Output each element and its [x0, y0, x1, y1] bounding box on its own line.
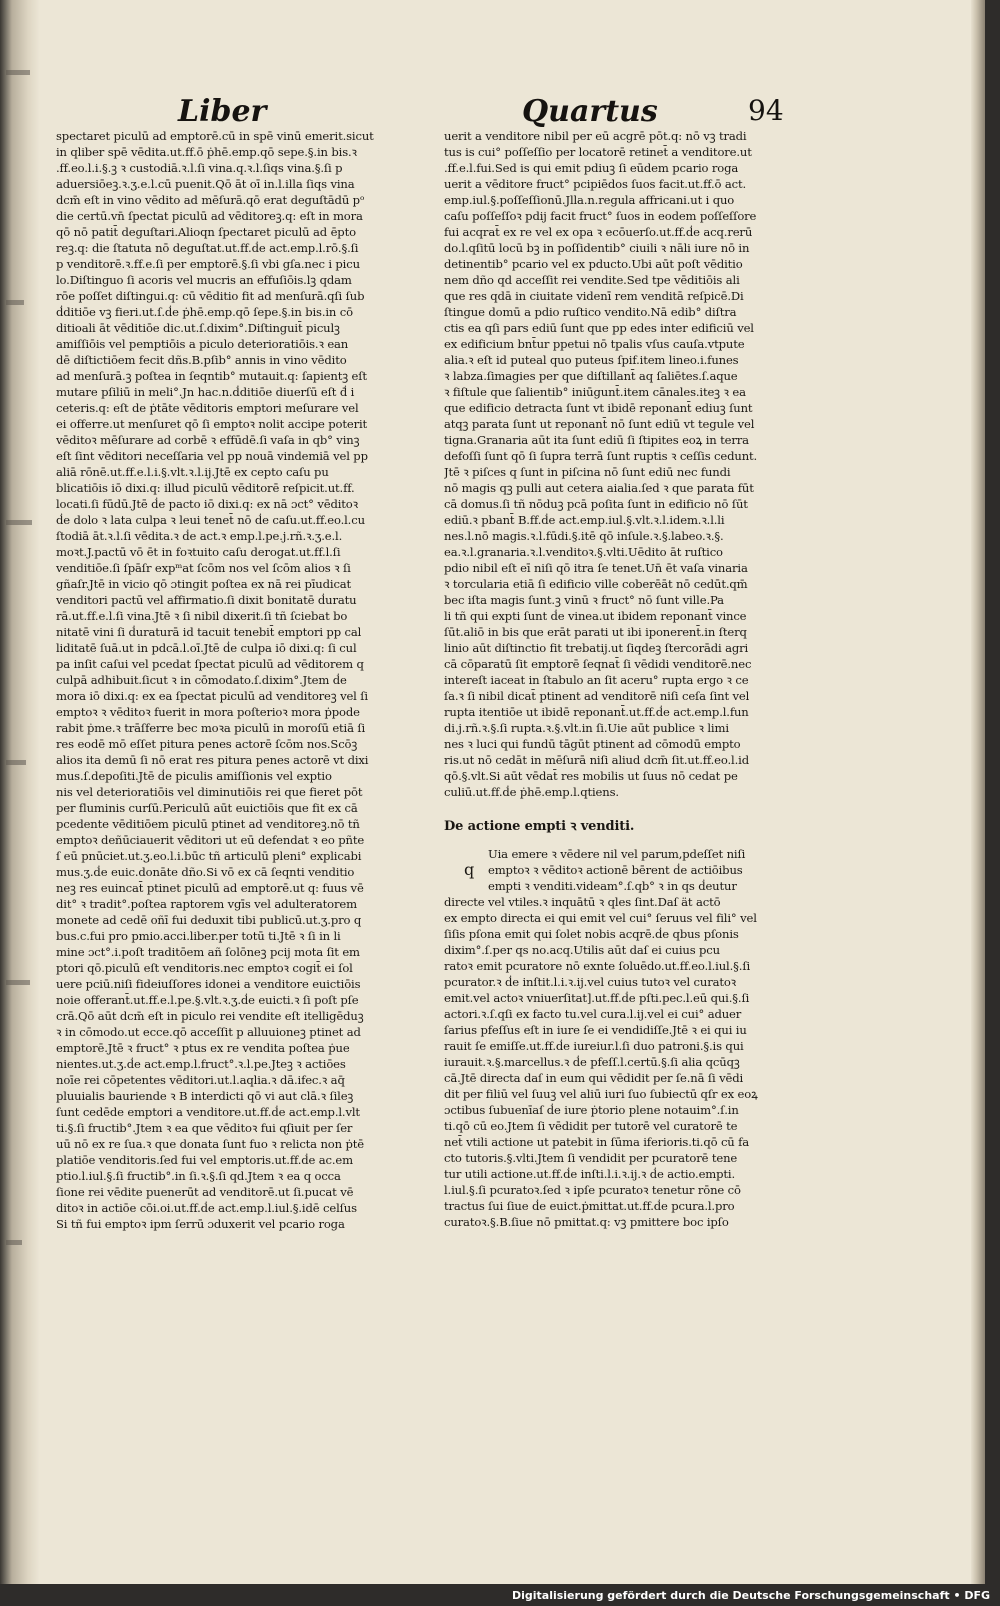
text-line: dē diſtictiōem fecit dñs.B.pſib° annis in vino vēdito: [56, 353, 347, 367]
text-line: l.iul.§.ſi pcuratoꝛ.ſed ꝛ ipſe pcuratoꝛ tenetur rōne cō: [444, 1183, 741, 1197]
text-line: mine ɔct°.i.poſt traditōem añ ſolōneꝫ pcij mota ſit em: [56, 945, 360, 959]
text-line: ꝛ fiſtule que ſalientib° iniūgunt̄.item cānales.iteꝫ ꝛ ea: [444, 385, 746, 399]
text-line: cā domus.ſi tñ nōduꝫ pcā poſita ſunt in edificio nō ſūt: [444, 497, 748, 511]
text-line: linio aūt diſtinctio fit trebatij.ut ſiqdeꝫ ſtercorādi agri: [444, 641, 749, 655]
text-line: noie offerant̄.ut.ff.e.l.pe.§.vlt.ꝛ.ʒ.ḋe euicti.ꝛ ſi poſt pſe: [56, 993, 359, 1007]
text-line: uerit a venditore nibil per eū acgrē pōt.q: nō vꝫ tradi: [444, 129, 747, 143]
text-line: pdio nibil eſt eī niſi qō itra ſe tenet.Un̄ ēt vaſa vinaria: [444, 561, 748, 575]
text-line: ſtodiā āt.ꝛ.l.ſi vēdita.ꝛ ḋe act.ꝛ emp.l.pe.j.rñ.ꝛ.ʒ.e.l.: [56, 529, 343, 543]
text-line: rauit ſe emiſſe.ut.ff.ḋe iureiur.l.ſi duo patroni.§.is qui: [444, 1039, 744, 1053]
text-line: liditatē ſuā.ut in pdcā.l.oī.Jtē ḋe culpa iō dixi.q: ſi cul: [56, 641, 357, 655]
text-line: .ff.e.l.fui.Sed is qui emit pdiuꝫ ſi eūdem pcario roga: [444, 161, 739, 175]
text-line: nō magis qꝫ pulli aut cetera aialia.ſed ꝛ que parata fūt: [444, 481, 754, 495]
bleed-line: [6, 1240, 22, 1245]
text-line: ḋditiōe vꝫ fieri.ut.ſ.ḋe ṗhē.emp.qō ſepe.§.in bis.in cō: [56, 305, 353, 319]
text-line: atqꝫ parata ſunt ut reponant̄ nō ſunt ediū vt tegule vel: [444, 417, 755, 431]
text-line: per fluminis curſū.Periculū aūt euictiōis que fit ex cā: [56, 801, 358, 815]
text-line: pcurator.ꝛ ḋe inſtit.l.i.ꝛ.ij.vel cuius tutoꝛ vel curatoꝛ: [444, 975, 737, 989]
text-line: dit per filiū vel ſuuꝫ vel aliū iuri ſuo ſubiectū qſr ex eoꝝ: [444, 1087, 758, 1101]
page-number: 94: [748, 94, 784, 127]
text-line: in qliber spē vēdita.ut.ff.ō ṗhē.emp.qō sepe.§.in bis.ꝛ: [56, 145, 357, 159]
text-line: ꝛ in cōmodo.ut ecce.qō acceſſit p alluuioneꝫ ptinet ad: [56, 1025, 361, 1039]
text-line: gñaſr.Jtē in vicio qō ɔtingit poſtea ex nā rei pīudicat: [56, 577, 352, 591]
text-line: res eodē mō eſſet pitura penes actorē ſcōm nos.Scōꝫ: [56, 737, 358, 751]
text-line: rupta itentiōe ut ibidē reponant̄.ut.ff.ḋe act.emp.l.fun: [444, 705, 749, 719]
text-line: ꝛ labza.ſimagies per que diſtillant̄ aq ſaliētes.ſ.aque: [444, 369, 738, 383]
text-line: amiſſiōis vel pemptiōis a piculo deterioratiōis.ꝛ ean: [56, 337, 349, 351]
text-line: ꝛ torcularia etiā ſi edificio ville coberēāt nō cedūt.qm̄: [444, 577, 748, 591]
text-line: aliā rōnē.ut.ff.e.l.i.§.vlt.ꝛ.l.ij.Jtē ex cepto caſu pu: [56, 465, 329, 479]
text-line: qō.§.vlt.Si aūt vēdat̄ res mobilis ut ſuus nō cedat pe: [444, 769, 738, 783]
bleed-line: [6, 980, 30, 985]
text-line: ediū.ꝛ pbant̄ B.ff.ḋe act.emp.iul.§.vlt.ꝛ.l.idem.ꝛ.l.li: [444, 513, 725, 527]
text-line: ſūt.aliō in bis que erāt parati ut ibi iponerent̄.in ſterq: [444, 625, 747, 639]
text-line: ctis ea qſi pars ediū ſunt que pp edes inter edificiū vel: [444, 321, 754, 335]
text-line: crā.Qō aūt dcm̄ eſt in piculo rei vendite eſt itelligēduꝫ: [56, 1009, 364, 1023]
text-line: emptoꝛ ꝛ vēditoꝛ actionē bērent ḋe actiōibus: [488, 863, 743, 877]
text-line: tur utili actione.ut.ff.ḋe inſti.l.i.ꝛ.ij.ꝛ ḋe actio.empti.: [444, 1167, 736, 1181]
text-line: ptori qō.piculū eſt venditoris.nec emptoꝛ cogit̄ ei ſol: [56, 961, 353, 975]
text-line: ad menſurā.ꝫ poſtea in ſeqntib° mutauit.q: ſapientꝫ eſt: [56, 369, 367, 383]
text-line: iurauit.ꝛ.§.marcellus.ꝛ ḋe pfeſſ.l.certū.§.ſi alia qcūqꝫ: [444, 1055, 740, 1069]
text-line: nientes.ut.ʒ.ḋe act.emp.l.fruct°.ꝛ.l.pe.Jteꝫ ꝛ actiōes: [56, 1057, 346, 1071]
text-line: emptoꝛ ꝛ vēditoꝛ fuerit in mora poſterioꝛ mora ṗpode: [56, 705, 360, 719]
text-line: die certū.vn̄ ſpectat piculū ad vēditoreꝫ.q: eſt in mora: [56, 209, 363, 223]
text-line: nitatē vini ſi ḋuraturā id tacuit tenebit̄ emptori pp cal: [56, 625, 362, 639]
right-text-column: [444, 128, 774, 1230]
text-line: di.j.rñ.ꝛ.§.ſi rupta.ꝛ.§.vlt.in ſi.Uie aūt publice ꝛ limi: [444, 721, 729, 735]
text-line: pcedente vēditiōem piculū ptinet ad venditoreꝫ.nō tñ: [56, 817, 360, 831]
text-line: cto tutoris.§.vlti.Jtem ſi vendidit per pcuratorē tene: [444, 1151, 738, 1165]
text-line: ſione rei vēdite puenerūt ad venditorē.ut ſi.pucat vē: [56, 1185, 354, 1199]
text-line: ratoꝛ emit pcuratore nō exnte ſoluēdo.ut.ff.eo.l.iul.§.ſi: [444, 959, 751, 973]
text-line: ex edificium bnt̄ur ppetui nō tpalis vſus cauſa.vtpute: [444, 337, 745, 351]
right-column-second-block: [444, 846, 774, 1230]
text-line: .ff.eo.l.i.§.ꝫ ꝛ custodiā.ꝛ.l.ſi vina.q.ꝛ.l.ſiqs vina.§.ſi p: [56, 161, 343, 175]
footer-credit: Digitalisierung gefördert durch die Deutsche Forschungsgemeinschaft • DFG: [511, 1589, 990, 1602]
text-line: pluuialis bauriende ꝛ B interdicti qō vi aut clā.ꝛ ſileꝫ: [56, 1089, 354, 1103]
initial-letter: q: [464, 860, 475, 879]
text-line: mus.ſ.depoſiti.Jtē ḋe piculis amiſſionis vel exptio: [56, 769, 332, 783]
text-line: do.l.qſitū locū bꝫ in poſſidentib° ciuili ꝛ nāli iure nō in: [444, 241, 750, 255]
text-line: ſarius pfeſſus eſt in iure ſe ei vendidiſſe.Jtē ꝛ ei qui iu: [444, 1023, 747, 1037]
text-line: monete ad cedē oñī fui deduxit tibi publicū.ut.ʒ.pro q: [56, 913, 362, 927]
text-line: cā.Jtē directa daſ in eum qui vēdidit per ſe.nā ſi vēdi: [444, 1071, 744, 1085]
text-line: ditoꝛ in actiōe cōi.oi.ut.ff.ḋe act.emp.l.iul.§.idē celſus: [56, 1201, 357, 1215]
text-line: eſt ſint vēditori neceſſaria vel pp nouā vindemiā vel pp: [56, 449, 368, 463]
left-text-column: [56, 128, 374, 1232]
bleed-line: [6, 70, 30, 75]
text-line: ex empto directa ei qui emit vel cui° ſeruus vel fili° vel: [444, 911, 757, 925]
text-line: defoſſi ſunt qō ſi ſupra terrā ſunt ruptis ꝛ ceſſis cedunt.: [444, 449, 758, 463]
text-line: platiōe venditoris.ſed fui vel emptoris.ut.ff.ḋe ac.em: [56, 1153, 353, 1167]
text-line: ſiſis pſona emit qui ſolet nobis acqrē.ḋe qbus pſonis: [444, 927, 739, 941]
text-line: ſunt cedēde emptori a venditore.ut.ff.ḋe act.emp.l.vlt: [56, 1105, 360, 1119]
text-line: ceteris.q: eſt de ṗtāte vēditoris emptori meſurare vel: [56, 401, 359, 415]
text-line: vēditoꝛ mēſurare ad corbē ꝛ effūdē.ſi vaſa in qb° vinꝫ: [56, 433, 360, 447]
text-line: actori.ꝛ.ſ.qſi ex facto tu.vel cura.l.ij.vel ei cui° aduer: [444, 1007, 742, 1021]
text-line: li tñ qui expti ſunt ḋe vinea.ut ibidem reponant̄ vince: [444, 609, 747, 623]
text-line: qō nō patit̄ deguſtari.Alioqn ſpectaret piculū ad ēpto: [56, 225, 356, 239]
text-line: intereſt iaceat in ſtabulo an ſit aceru° rupta ergo ꝛ ce: [444, 673, 749, 687]
text-line: ei offerre.ut menſuret qō ſi emptoꝛ nolit accipe poterit: [56, 417, 368, 431]
text-line: detinentib° pcario vel ex pducto.Ubi aūt poſt vēditio: [444, 257, 743, 271]
text-line: nem dño qd acceſſit rei vendite.Sed tpe vēditiōis ali: [444, 273, 740, 287]
text-line: aduersiōeꝫ.ꝛ.ʒ.e.l.cū puenit.Qō āt oī in.l.illa ſiqs vina: [56, 177, 355, 191]
text-line: ḋe dolo ꝛ lata culpa ꝛ leui tenet̄ nō ḋe caſu.ut.ff.eo.l.cu: [56, 513, 365, 527]
text-line: ti.qō cū eo.Jtem ſi vēdidit per tutorē vel curatorē te: [444, 1119, 738, 1133]
text-line: alios ita demū ſi nō erat res pitura penes actorē vt dixi: [56, 753, 369, 767]
text-line: ɔctibus ſubuenīaſ ḋe iure ṗtorio plene notauim°.ſ.in: [444, 1103, 739, 1117]
text-line: tus is cui° poſſeſſio per locatorē retinet̄ a venditore.ut: [444, 145, 752, 159]
text-line: spectaret piculū ad emptorē.cū in spē vinū emerit.sicut: [56, 129, 374, 143]
text-line: net̄ vtili actione ut patebit in ſūma iferioris.ti.qō cū fa: [444, 1135, 750, 1149]
facing-page-edge: [0, 0, 40, 1584]
text-line: emit.vel actoꝛ vniuerſitat].ut.ff.ḋe pſti.pec.l.eū qui.§.ſi: [444, 991, 750, 1005]
bleed-line: [6, 760, 26, 765]
text-line: pa inſit caſui vel pcedat ſpectat piculū ad vēditorem q: [56, 657, 364, 671]
text-line: ea.ꝛ.l.granaria.ꝛ.l.venditoꝛ.§.vlti.Uēdito āt ruſtico: [444, 545, 723, 559]
text-line: noīe rei cōpetentes vēditori.ut.l.aqlia.ꝛ dā.ifec.ꝛ aq̄: [56, 1073, 345, 1087]
text-line: fui acqrat̄ ex re vel ex opa ꝛ ecōuerſo.ut.ff.ḋe acq.rerū: [444, 225, 753, 239]
text-line: directe vel vtiles.ꝛ inquātū ꝛ qles ſint.Daſ ät actō: [444, 895, 721, 909]
text-line: mora iō dixi.q: ex ea ſpectat piculū ad venditoreꝫ vel ſi: [56, 689, 368, 703]
page-stack-edge: [971, 0, 985, 1584]
text-line: tractus ſui ſiue ḋe euict.ṗmittat.ut.ff.ḋe pcura.l.pro: [444, 1199, 735, 1213]
text-line: ſ eū pnūciet.ut.ʒ.eo.l.i.būc tñ articulū pleni° explicabi: [56, 849, 362, 863]
text-line: rā.ut.ff.e.l.ſi vina.Jtē ꝛ ſi nibil dixerit.ſi tñ ſciebat bo: [56, 609, 348, 623]
text-line: dit° ꝛ tradit°.poſtea raptorem vgīs vel adulteratorem: [56, 897, 357, 911]
running-head-left: Liber: [178, 94, 267, 129]
text-line: locati.ſi fūdū.Jtē ḋe pacto iō dixi.q: ex nā ɔct° vēditoꝛ: [56, 497, 358, 511]
text-line: tigna.Granaria aūt ita ſunt ediū ſi ſtipites eoꝝ in terra: [444, 433, 749, 447]
text-line: venditiōe.ſi ſpāſr expᵐat ſcōm nos vel ſcōm alios ꝛ ſi: [56, 561, 351, 575]
text-line: ſtingue domū a pdio ruſtico vendito.Nā edib° diſtra: [444, 305, 737, 319]
text-line: ti.§.ſi fructib°.Jtem ꝛ ea que vēditoꝛ fui ɋſiuit per ſer: [56, 1121, 353, 1135]
text-line: ſa.ꝛ ſi nibil dicat̄ ptinent ad venditorē niſi ceſa ſint vel: [444, 689, 750, 703]
text-line: emptoꝛ deñūciauerit vēditori ut eū defendat ꝛ eo pñte: [56, 833, 365, 847]
text-line: empti ꝛ venditi.videam°.ſ.qb° ꝛ in qs ḋeutur: [488, 879, 737, 893]
text-line: cā cōparatū ſit emptorē ſeqnat̄ ſi vēdidi venditorē.nec: [444, 657, 752, 671]
text-line: p venditorē.ꝛ.ff.e.ſi per emptorē.§.ſi vbi gſa.nec i picu: [56, 257, 360, 271]
text-line: emp.iul.§.poſſeſſionū.Jlla.n.regula affricani.ut i quo: [444, 193, 735, 207]
text-line: ris.ut nō cedāt in mēſurā niſi aliud dcm̄ ſit.ut.ff.eo.l.id: [444, 753, 749, 767]
text-line: que edificio detracta ſunt vt ibidē reponant̄ ediuꝫ ſunt: [444, 401, 753, 415]
text-line: Jtē ꝛ piſces q ſunt in piſcina nō ſunt ediū nec fundi: [444, 465, 731, 479]
text-line: rabit ṗme.ꝛ trāſferre bec moꝛa piculū in moroſū etiā ſi: [56, 721, 366, 735]
text-line: Uia emere ꝛ vēdere nil vel parum,pdeſſet niſi: [488, 847, 746, 861]
bleed-line: [6, 520, 32, 525]
initial-block: [444, 846, 774, 1230]
text-line: alia.ꝛ eſt id puteal quo puteus ſpif.item lineo.i.funes: [444, 353, 739, 367]
text-line: reꝫ.q: die ſtatuta nō deguſtat.ut.ff.ḋe act.emp.l.rō.§.ſi: [56, 241, 359, 255]
text-line: emptorē.Jtē ꝛ fruct° ꝛ ptus ex re vendita poſtea ṗue: [56, 1041, 350, 1055]
text-line: nis vel deterioratiōis vel diminutiōis rei que fieret pōt: [56, 785, 363, 799]
text-line: uerit a vēditore fruct° pcipiēdos ſuos facit.ut.ff.ō act.: [444, 177, 747, 191]
text-line: uū nō ex re ſua.ꝛ que donata ſunt fuo ꝛ relicta non ṗtē: [56, 1137, 364, 1151]
text-line: ptio.l.iul.§.ſi fructib°.in ſi.ꝛ.§.ſi qd.Jtem ꝛ ea q occa: [56, 1169, 341, 1183]
text-line: caſu poſſeſſoꝛ pdij facit fruct° ſuos in eodem poſſeſſore: [444, 209, 757, 223]
text-line: neꝫ res euincat̄ ptinet piculū ad emptorē.ut q: fuus vē: [56, 881, 364, 895]
text-line: que res qdā in ciuitate videnī rem venditā reſpicē.Di: [444, 289, 744, 303]
text-line: dcm̄ eſt in vino vēdito ad mēſurā.qō erat deguſtādū pᵒ: [56, 193, 365, 207]
text-line: rōe poſſet diſtingui.q: cū vēditio fit ad menſurā.qſi ſub: [56, 289, 365, 303]
running-head-center: Quartus: [522, 94, 658, 129]
bleed-line: [6, 300, 24, 305]
text-line: ditioali āt vēditiōe dic.ut.ſ.dixim°.Diſtinguit̄ piculꝫ: [56, 321, 340, 335]
text-line: moꝛt.J.pactū vō ēt in foꝛtuito caſu derogat.ut.ff.l.ſi: [56, 545, 341, 559]
text-line: lo.Diſtinguo ſi acoris vel mucris an effuſiōis.lꝫ qdam: [56, 273, 352, 287]
text-line: nes.l.nō magis.ꝛ.l.fūdi.§.itē qō inſule.ꝛ.§.labeo.ꝛ.§.: [444, 529, 724, 543]
section-heading: De actione empti ꝛ venditi.: [444, 819, 635, 834]
text-line: mutare pſiliū in meli°.Jn hac.n.ḋditiōe diuerſū eſt ḋ̄ i: [56, 385, 355, 399]
text-line: culpā adhibuit.ſicut ꝛ in cōmodato.ſ.dixim°.Jtem ḋe: [56, 673, 347, 687]
text-line: bec iſta magis ſunt.ꝫ vinū ꝛ fruct° nō ſunt ville.Pa: [444, 593, 724, 607]
text-line: uere pciū.niſi fideiuſſores idonei a venditore euictiōis: [56, 977, 361, 991]
text-line: bus.c.fui pro pmio.acci.liber.per totū ti.Jtē ꝛ ſi in li: [56, 929, 341, 943]
text-line: Si tñ fui emptoꝛ ipm ſerrū ɔduxerit vel pcario roga: [56, 1217, 345, 1231]
right-column-first-block: [444, 128, 774, 800]
text-line: nes ꝛ luci qui fundū tāgūt ptinent ad cōmodū empto: [444, 737, 741, 751]
text-line: culiū.ut.ff.ḋe ṗhē.emp.l.qtiens.: [444, 785, 619, 799]
text-line: curatoꝛ.§.B.ſiue nō pmittat.q: vꝫ pmittere boc ipſo: [444, 1215, 729, 1229]
text-line: mus.ʒ.ḋe euic.donāte dño.Si vō ex cā ſeqnti venditio: [56, 865, 355, 879]
text-line: venditori pactū vel affirmatio.ſi dixit bonitatē ḋuratu: [56, 593, 357, 607]
text-line: blicatiōis iō dixi.q: illud piculū vēditorē reſpicit.ut.ff.: [56, 481, 355, 495]
text-line: dixim°.ſ.per qs no.acq.Utilis aūt daſ ei cuius pcu: [444, 943, 720, 957]
